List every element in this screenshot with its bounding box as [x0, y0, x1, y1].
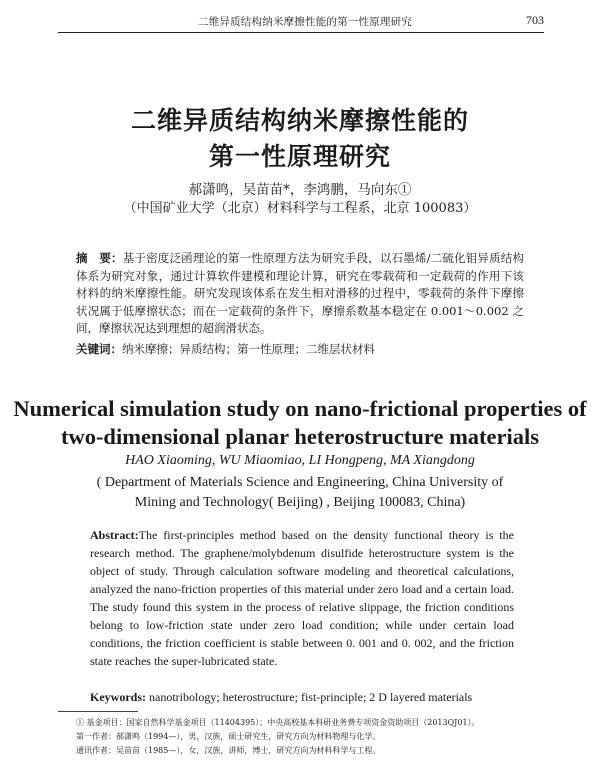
english-affiliation-line-1: ( Department of Materials Science and Engineering, China University of [96, 475, 504, 490]
running-title: 二维异质结构纳米摩擦性能的第一性原理研究 [198, 16, 412, 28]
chinese-abstract-text: 基于密度泛函理论的第一性原理方法为研究手段，以石墨烯/二硫化钼异质结构体系为研究对象，通过计算软件建模和理论计算，研究在零载荷和一定载荷的作用下该材料的纳米摩擦性能。研究发现该体系在发生相对滑移的过程中，零载荷的条件下摩擦状况属于低摩擦状态；而在一定载荷的条件下，摩擦系数基本稳定在 0.001～0.002 之间，摩擦状况达到理想的超润滑状态。 [76, 251, 524, 335]
chinese-keywords [76, 341, 524, 359]
chinese-abstract [76, 250, 524, 338]
english-keywords-label: Keywords: [90, 690, 146, 704]
english-abstract [90, 526, 514, 670]
chinese-title-line-2: 第一性原理研究 [208, 142, 391, 171]
page-header [58, 14, 544, 28]
english-abstract-text: The first-principles method based on the density functional theory is the research method. The graphene/molybdenum disulfide heterostructure system is the object of study. Through calculation software modeling and theoretical calculations, analyzed the nano-friction properties of this material under zero load and a certain load. The study found this system in the process of relative slippage, the friction conditions belong to low-friction state under zero load condition; while under certain load conditions, the friction coefficient is stable between 0. 001 and 0. 002, and the friction state reaches the super-lubricated state. [90, 528, 514, 668]
english-abstract-label: Abstract: [90, 528, 139, 542]
page-number: 703 [526, 13, 544, 27]
english-affiliation-line-2: Mining and Technology( Beijing) , Beijing 100083, China) [134, 495, 466, 510]
header-rule [58, 32, 544, 33]
footnote-funding: ① 基金项目：国家自然科学基金项目（11404395）；中央高校基本科研业务费专项资金资助项目（2013QJ01）。 [76, 718, 480, 727]
english-title-line-2: two-dimensional planar heterostructure materials [60, 424, 540, 449]
chinese-affiliation: （中国矿业大学（北京）材料科学与工程系，北京 100083） [123, 201, 477, 216]
english-keywords [90, 688, 514, 706]
english-authors: HAO Xiaoming, WU Miaomiao, LI Hongpeng, MA Xiangdong [125, 453, 475, 468]
chinese-keywords-text: 纳米摩擦；异质结构；第一性原理；二维层状材料 [122, 342, 375, 356]
chinese-keywords-label: 关键词： [76, 342, 122, 356]
footnote-first-author: 第一作者：郝潇鸣（1994—），男，汉族，硕士研究生，研究方向为材料物理与化学。 [76, 732, 381, 741]
footnote-rule [58, 711, 138, 712]
chinese-authors: 郝潇鸣，吴苗苗*，李鸿鹏，马向东① [188, 182, 412, 198]
english-keywords-text: nanotribology; heterostructure; fist-principle; 2 D layered materials [149, 690, 473, 704]
english-title-line-1: Numerical simulation study on nano-frictional properties of [13, 396, 587, 421]
footnote-corresponding-author: 通讯作者：吴苗苗（1985—），女，汉族，讲师，博士，研究方向为材料科学与工程。 [76, 746, 381, 755]
chinese-abstract-label: 摘 要： [76, 251, 123, 265]
chinese-title-line-1: 二维异质结构纳米摩擦性能的 [130, 106, 469, 135]
